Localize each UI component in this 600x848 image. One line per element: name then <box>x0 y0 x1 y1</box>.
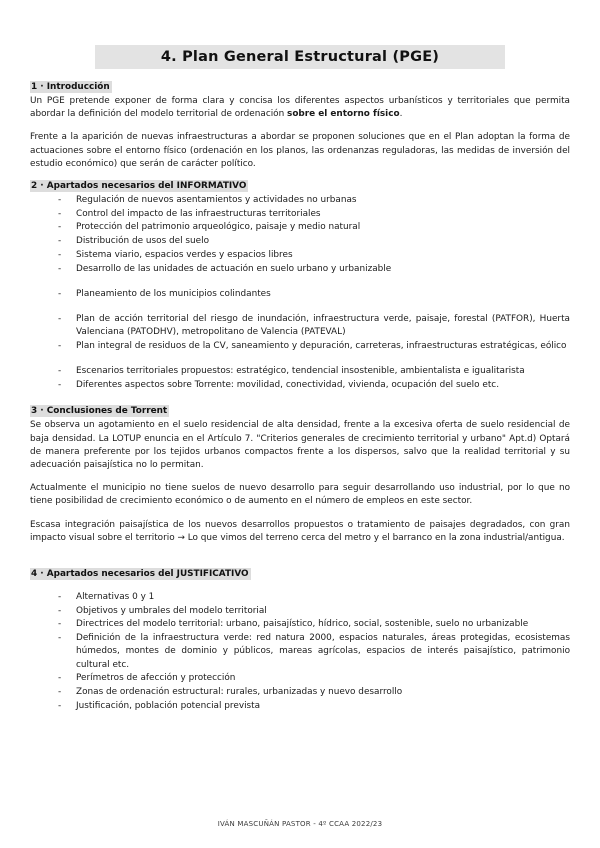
list-item: - Definición de la infraestructura verde: red natura 2000, espacios naturales, áreas protegidas, ecosistemas húmedos, montes de dominio y públicos, mareas agrícolas, espacios de interés paisajístico, patrimonio cultural etc. <box>30 632 570 672</box>
section-heading-conclusiones-text: 3 · Conclusiones de Torrent <box>31 406 168 417</box>
paragraph-introduccion-1-bold: sobre el entorno físico <box>287 109 400 120</box>
list-item: - Plan integral de residuos de la CV, saneamiento y depuración, carreteras, infraestructuras estratégicas, eólico <box>30 340 570 353</box>
section-heading-justificativo-text: 4 · Apartados necesarios del JUSTIFICATIVO <box>31 569 249 580</box>
list-item: - Distribución de usos del suelo <box>30 235 570 248</box>
section-heading-introduccion-text: 1 · Introducción <box>31 82 110 92</box>
list-item: - Objetivos y umbrales del modelo territorial <box>30 605 570 618</box>
paragraph-introduccion-1-part-a: Un PGE pretende exponer de forma clara y concisa los diferentes aspectos urbanísticos y territoriales que permita abordar la definición del modelo territorial de ordenación <box>30 96 570 120</box>
document-title-banner <box>95 45 505 69</box>
list-item: - Protección del patrimonio arqueológico, paisaje y medio natural <box>30 221 570 234</box>
list-item: - Plan de acción territorial del riesgo de inundación, infraestructura verde, paisaje, forestal (PATFOR), Huerta Valenciana (PATODHV), metropolitano de Valencia (PATEVAL) <box>30 313 570 339</box>
section-heading-informativo <box>30 181 570 191</box>
section-heading-introduccion <box>30 82 570 92</box>
list-informativo-group-3 <box>30 313 570 353</box>
list-item: - Directrices del modelo territorial: urbano, paisajístico, hídrico, social, sostenible, suelo no urbanizable <box>30 618 570 631</box>
paragraph-conclusiones-1: Se observa un agotamiento en el suelo residencial de alta densidad, frente a la excesiva oferta de suelo residencial de baja densidad. La LOTUP enuncia en el Artículo 7. "Criterios generales de crecimiento territorial y urbano" Apt.d) Optará de manera preferente por los tejidos urbanos compactos frente a los dispersos, salvo que la realidad territorial y su adecuación paisajística no lo permitan. <box>30 420 570 471</box>
paragraph-introduccion-2: Frente a la aparición de nuevas infraestructuras a abordar se proponen soluciones que en el Plan adoptan la forma de actuaciones sobre el entorno físico (ordenación en los planos, las ordenanzas reguladoras, las medidas de inversión del estudio económico) que serán de carácter político. <box>30 132 570 169</box>
document-body <box>30 82 570 713</box>
list-item: - Control del impacto de las infraestructuras territoriales <box>30 208 570 221</box>
paragraph-introduccion-1-part-c: . <box>399 109 403 120</box>
page-footer: IVÁN MASCUÑÁN PASTOR - 4º CCAA 2022/23 <box>217 820 383 828</box>
list-item: - Perímetros de afección y protección <box>30 672 570 685</box>
section-heading-conclusiones <box>30 406 570 416</box>
paragraph-conclusiones-3: Escasa integración paisajística de los nuevos desarrollos propuestos o tratamiento de paisajes degradados, con gran impacto visual sobre el territorio → Lo que vimos del terreno cerca del metro y el barranco en la zona industrial/antigua. <box>30 519 570 543</box>
list-item: - Alternativas 0 y 1 <box>30 591 570 604</box>
list-item: - Escenarios territoriales propuestos: estratégico, tendencial insostenible, ambientalista e igualitarista <box>30 365 570 378</box>
list-item: - Zonas de ordenación estructural: rurales, urbanizadas y nuevo desarrollo <box>30 686 570 699</box>
list-item: - Justificación, población potencial prevista <box>30 700 570 713</box>
list-justificativo <box>30 591 570 713</box>
spacer <box>30 392 570 406</box>
paragraph-conclusiones-2: Actualmente el municipio no tiene suelos de nuevo desarrollo para seguir desarrollando uso industrial, por lo que no tiene posibilidad de crecimiento económico o de aumento en el número de empleos en este sector. <box>30 483 570 507</box>
list-informativo-group-1 <box>30 194 570 276</box>
list-item: - Desarrollo de las unidades de actuación en suelo urbano y urbanizable <box>30 263 570 276</box>
list-informativo-group-2 <box>30 288 570 301</box>
list-item: - Planeamiento de los municipios colindantes <box>30 288 570 301</box>
list-informativo-group-4 <box>30 365 570 392</box>
section-heading-justificativo <box>30 569 570 579</box>
list-item: - Diferentes aspectos sobre Torrente: movilidad, conectividad, vivienda, ocupación del suelo etc. <box>30 379 570 392</box>
paragraph-introduccion-1 <box>30 95 570 121</box>
spacer <box>30 555 570 569</box>
section-heading-informativo-text: 2 · Apartados necesarios del INFORMATIVO <box>31 181 247 192</box>
list-item: - Sistema viario, espacios verdes y espacios libres <box>30 249 570 262</box>
list-item: - Regulación de nuevos asentamientos y actividades no urbanas <box>30 194 570 207</box>
page-title: 4. Plan General Estructural (PGE) <box>160 49 440 65</box>
